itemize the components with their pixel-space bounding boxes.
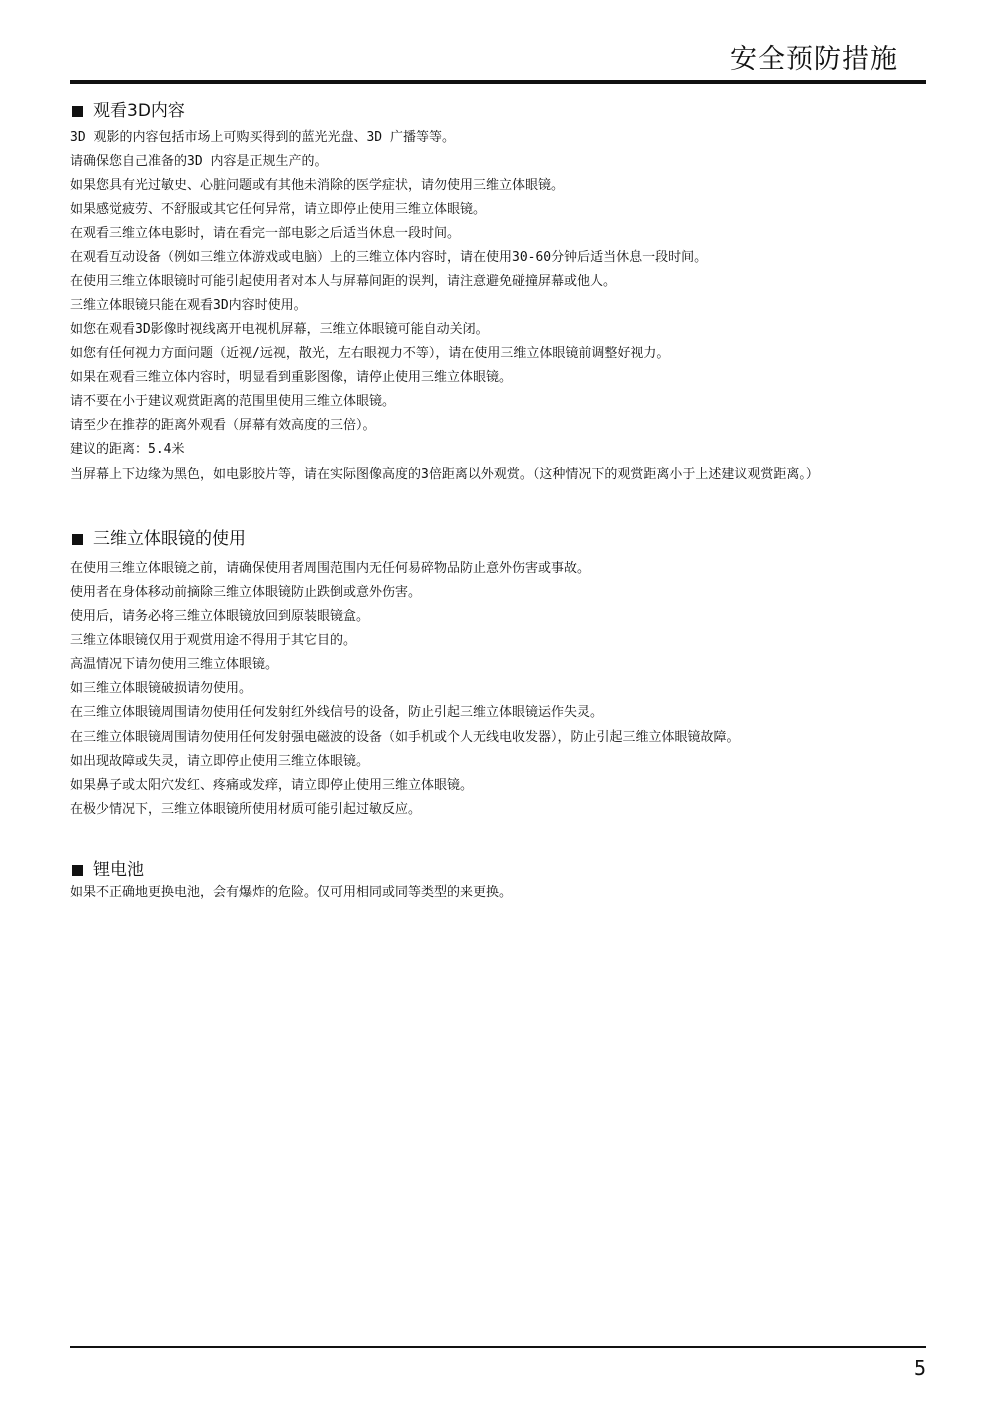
safety-item: 如果您具有光过敏史、心脏问题或有其他未消除的医学症状，请勿使用三维立体眼镜。 [70,178,565,193]
safety-item: 使用者在身体移动前摘除三维立体眼镜防止跌倒或意外伤害。 [70,585,422,600]
page-header [70,38,926,84]
safety-item: 在三维立体眼镜周围请勿使用任何发射红外线信号的设备，防止引起三维立体眼镜运作失灵。 [70,705,604,720]
page-footer [70,1346,926,1380]
section-heading [70,858,928,882]
safety-item: 如您有任何视力方面问题（近视/远视，散光，左右眼视力不等），请在使用三维立体眼镜前调整好视力。 [70,346,670,361]
safety-item: 如三维立体眼镜破损请勿使用。 [70,681,253,696]
section-heading [70,99,928,123]
safety-item: 在使用三维立体眼镜之前，请确保使用者周围范围内无任何易碎物品防止意外伤害或事故。 [70,561,591,576]
safety-item: 如果在观看三维立体内容时，明显看到重影图像，请停止使用三维立体眼镜。 [70,370,513,385]
safety-item-list [70,558,928,823]
section-heading-text: 锂电池 [93,860,144,880]
section-heading [70,527,928,551]
safety-item: 在使用三维立体眼镜时可能引起使用者对本人与屏幕间距的误判，请注意避免碰撞屏幕或他人。 [70,274,617,289]
safety-item: 如果感觉疲劳、不舒服或其它任何异常，请立即停止使用三维立体眼镜。 [70,202,487,217]
safety-item: 3D 观影的内容包括市场上可购买得到的蓝光光盘、3D 广播等等。 [70,130,455,145]
safety-item: 在极少情况下，三维立体眼镜所使用材质可能引起过敏反应。 [70,802,422,817]
safety-item: 在三维立体眼镜周围请勿使用任何发射强电磁波的设备（如手机或个人无线电收发器），防止引起三维立体眼镜故障。 [70,730,740,745]
safety-item: 高温情况下请勿使用三维立体眼镜。 [70,657,279,672]
safety-item: 三维立体眼镜仅用于观赏用途不得用于其它目的。 [70,633,357,648]
section-viewing-3d-content [70,99,928,488]
safety-item: 请不要在小于建议观赏距离的范围里使用三维立体眼镜。 [70,394,396,409]
section-heading-text: 三维立体眼镜的使用 [93,529,246,549]
page-number: 5 [913,1356,926,1380]
safety-item: 使用后，请务必将三维立体眼镜放回到原装眼镜盒。 [70,609,370,624]
safety-item: 建议的距离：5.4米 [70,442,185,457]
safety-item: 如果鼻子或太阳穴发红、疼痛或发痒，请立即停止使用三维立体眼镜。 [70,778,474,793]
safety-item: 请确保您自己准备的3D 内容是正规生产的。 [70,154,328,169]
safety-item-list [70,127,928,488]
page-title: 安全预防措施 [730,44,898,75]
section-heading-text: 观看3D内容 [93,101,185,121]
safety-item: 在观看互动设备（例如三维立体游戏或电脑）上的三维立体内容时，请在使用30-60分钟后适当休息一段时间。 [70,250,708,265]
black-square-bullet-icon [72,534,83,545]
safety-item: 三维立体眼镜只能在观看3D内容时使用。 [70,298,307,313]
safety-item: 如果不正确地更换电池，会有爆炸的危险。仅可用相同或同等类型的来更换。 [70,885,513,900]
section-3d-glasses-usage [70,527,928,823]
safety-item-list [70,882,928,906]
safety-item: 当屏幕上下边缘为黑色，如电影胶片等，请在实际图像高度的3倍距离以外观赏。（这种情况下的观赏距离小于上述建议观赏距离。） [70,467,819,482]
section-lithium-battery [70,858,928,906]
black-square-bullet-icon [72,106,83,117]
safety-item: 如您在观看3D影像时视线离开电视机屏幕，三维立体眼镜可能自动关闭。 [70,322,489,337]
black-square-bullet-icon [72,865,83,876]
safety-item: 在观看三维立体电影时，请在看完一部电影之后适当休息一段时间。 [70,226,461,241]
safety-item: 如出现故障或失灵，请立即停止使用三维立体眼镜。 [70,754,370,769]
safety-item: 请至少在推荐的距离外观看（屏幕有效高度的三倍）。 [70,418,376,433]
